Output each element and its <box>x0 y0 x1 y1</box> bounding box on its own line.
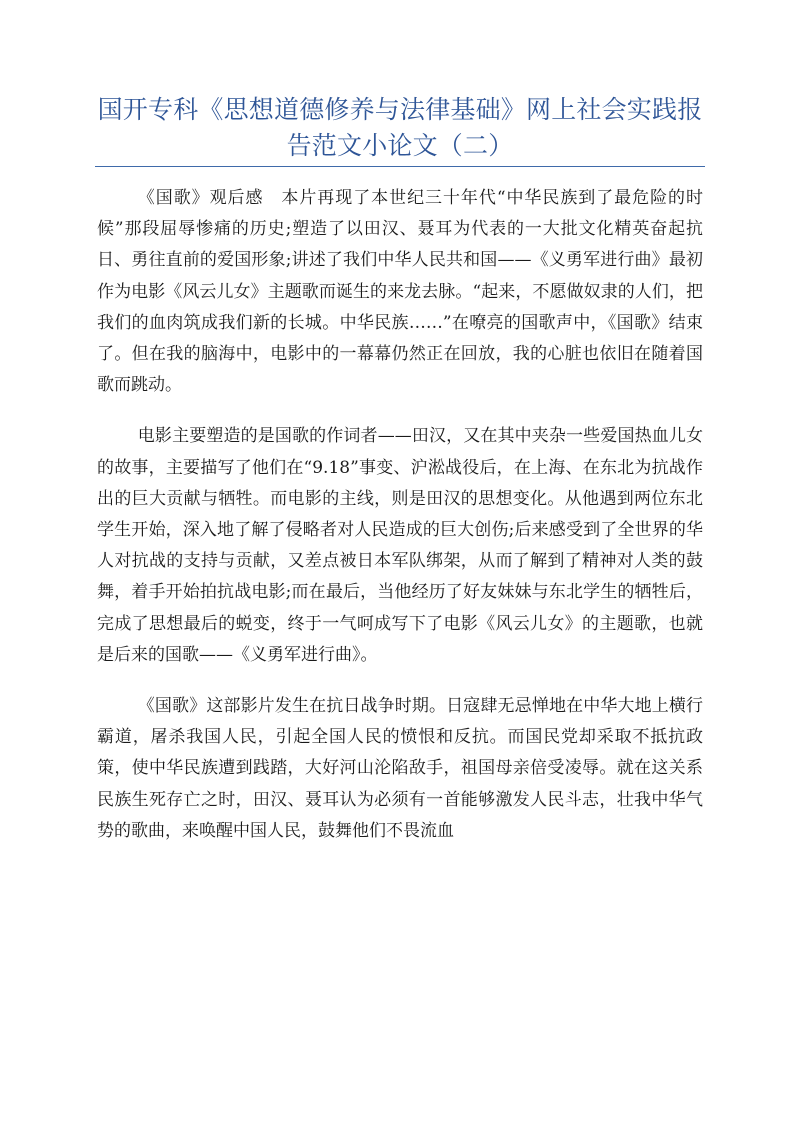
title-underline-divider <box>95 166 705 167</box>
paragraph-1: 《国歌》观后感 本片再现了本世纪三十年代“中华民族到了最危险的时候”那段屈辱惨痛的历史;塑造了以田汉、聂耳为代表的一大批文化精英奋起抗日、勇往直前的爱国形象;讲述了我们中华人民共和国——《义勇军进行曲》最初作为电影《风云儿女》主题歌而诞生的来龙去脉。“起来，不愿做奴隶的人们，把我们的血肉筑成我们新的长城。中华民族……”在嘹亮的国歌声中，《国歌》结束了。但在我的脑海中，电影中的一幕幕仍然正在回放，我的心脏也依旧在随着国歌而跳动。 <box>97 188 703 396</box>
title-block <box>95 92 705 164</box>
paragraph-3: 《国歌》这部影片发生在抗日战争时期。日寇肆无忌惮地在中华大地上横行霸道，屠杀我国人民，引起全国人民的愤恨和反抗。而国民党却采取不抵抗政策，使中华民族遭到践踏，大好河山沦陷敌手，祖国母亲倍受凌辱。就在这关系民族生死存亡之时，田汉、聂耳认为必须有一首能够激发人民斗志，壮我中华气势的歌曲，来唤醒中国人民，鼓舞他们不畏流血 <box>97 696 703 841</box>
document-body <box>97 183 703 867</box>
document-title: 国开专科《思想道德修养与法律基础》网上社会实践报告范文小论文（二） <box>97 95 703 160</box>
paragraph-2: 电影主要塑造的是国歌的作词者——田汉，又在其中夹杂一些爱国热血儿女的故事，主要描写了他们在“9.18”事变、沪淞战役后，在上海、在东北为抗战作出的巨大贡献与牺牲。而电影的主线，则是田汉的思想变化。从他遇到两位东北学生开始，深入地了解了侵略者对人民造成的巨大创伤;后来感受到了全世界的华人对抗战的支持与贡献，又差点被日本军队绑架，从而了解到了精神对人类的鼓舞，着手开始拍抗战电影;而在最后，当他经历了好友妹妹与东北学生的牺牲后，完成了思想最后的蜕变，终于一气呵成写下了电影《风云儿女》的主题歌，也就是后来的国歌——《义勇军进行曲》。 <box>97 426 703 665</box>
